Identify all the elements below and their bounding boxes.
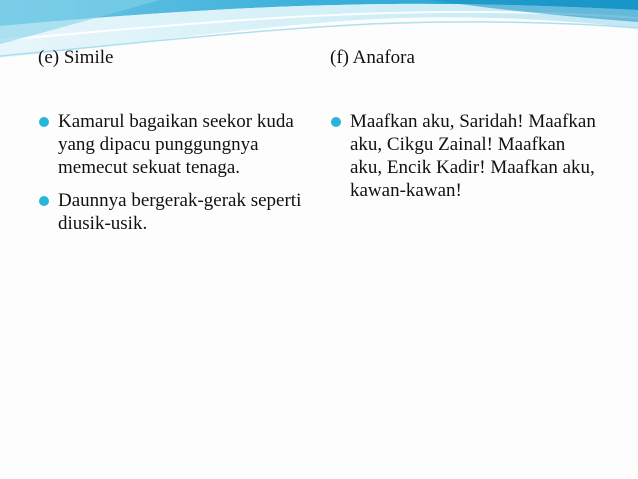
left-column-title: (e) Simile <box>38 47 114 68</box>
bullet-icon <box>39 196 49 206</box>
bullet-icon <box>39 117 49 127</box>
list-item-text: Maafkan aku, Saridah! Maafkan aku, Cikgu Zainal! Maafkan aku, Encik Kadir! Maafkan aku, kawan-kawan! <box>350 111 596 201</box>
right-column-title: (f) Anafora <box>330 47 415 68</box>
list-item <box>38 189 310 235</box>
list-item <box>330 110 602 202</box>
right-bullet-list <box>330 110 602 212</box>
bullet-icon <box>331 117 341 127</box>
list-item-text: Kamarul bagaikan seekor kuda yang dipacu punggungnya memecut sekuat tenaga. <box>58 111 294 178</box>
list-item-text: Daunnya bergerak-gerak seperti diusik-usik. <box>58 190 302 234</box>
list-item <box>38 110 310 179</box>
left-bullet-list <box>38 110 310 245</box>
